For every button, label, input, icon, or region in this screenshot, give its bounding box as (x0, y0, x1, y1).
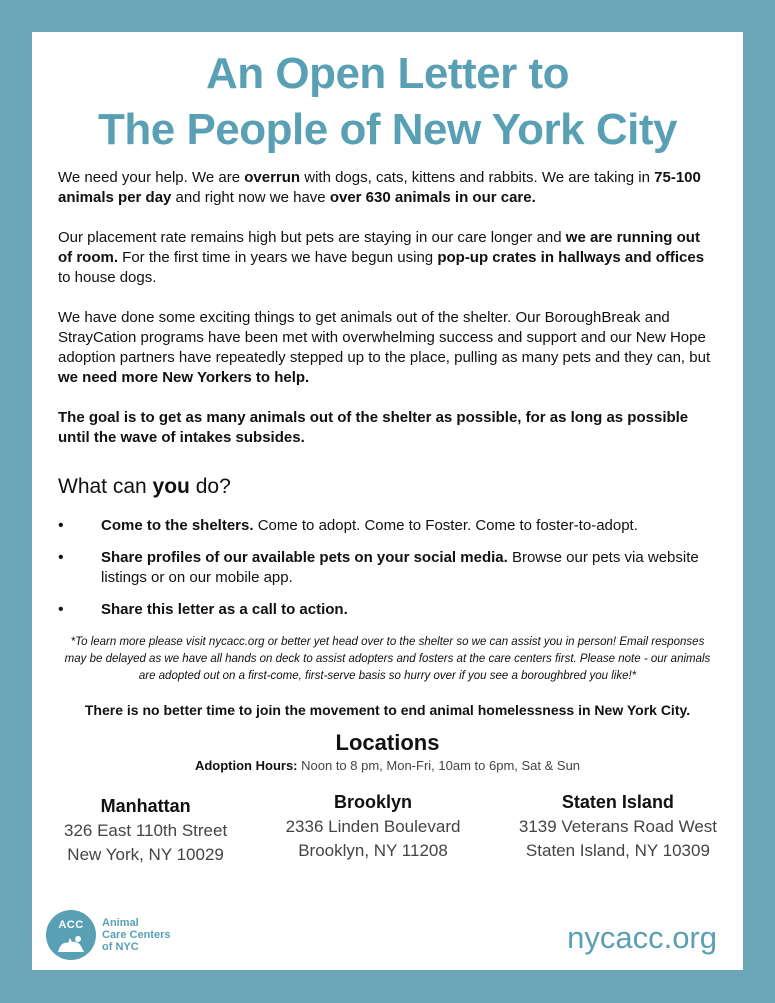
location-street: 326 East 110th Street (64, 821, 228, 840)
bold-text: 75-100 animals per day (58, 169, 701, 206)
bold-text: over 630 animals in our care. (329, 189, 536, 206)
text: Come to adopt. Come to Foster. Come to foster-to-adopt. (253, 517, 638, 534)
footer (46, 910, 717, 966)
text: We need your help. We are (58, 169, 245, 186)
text: do? (189, 475, 231, 498)
website-link[interactable]: nycacc.org (567, 920, 717, 955)
paragraph-programs (58, 308, 717, 388)
title-line-1: An Open Letter to (205, 49, 570, 98)
location-name: Manhattan (100, 796, 191, 816)
bold-text: Share this letter as a call to action. (101, 601, 348, 618)
bold-text: The goal is to get as many animals out of the shelter as possible, for as long as possible until the wave of intakes subsides. (58, 409, 689, 446)
action-list (58, 516, 717, 620)
bold-text: we are running out of room. (58, 229, 700, 266)
what-can-you-do-heading (58, 474, 717, 500)
location-city: New York, NY 10029 (67, 845, 224, 864)
location-name: Brooklyn (334, 792, 413, 812)
letter-body (32, 168, 743, 867)
dog-cat-silhouette-icon (56, 932, 86, 954)
text: Our placement rate remains high but pets are staying in our care longer and (58, 229, 566, 246)
bold-text: Come to the shelters. (101, 517, 254, 534)
bold-text: overrun (244, 169, 301, 186)
paragraph-goal (58, 408, 717, 448)
logo-badge (46, 910, 96, 960)
location-city: Staten Island, NY 10309 (525, 841, 710, 860)
adoption-hours (58, 757, 717, 775)
logo-line: of NYC (102, 941, 139, 953)
list-item (58, 548, 717, 588)
logo-line: Animal (102, 917, 139, 929)
bold-text: pop-up crates in hallways and offices (437, 249, 705, 266)
location-city: Brooklyn, NY 11208 (298, 841, 448, 860)
locations-heading: Locations (335, 730, 440, 755)
list-item (58, 600, 717, 620)
logo-line: Care Centers (102, 929, 171, 941)
paragraph-need-help (58, 168, 717, 208)
text: with dogs, cats, kittens and rabbits. We are taking in (300, 169, 655, 186)
location-manhattan (64, 793, 227, 867)
logo-abbreviation: ACC (58, 919, 84, 931)
page-title (32, 32, 743, 158)
text: Browse our pets via website listings or on our mobile app. (101, 549, 699, 586)
bold-text: we need more New Yorkers to help. (58, 369, 310, 386)
location-brooklyn (286, 789, 461, 867)
letter-page (32, 32, 743, 970)
logo-wordmark (102, 917, 170, 953)
text: to house dogs. (58, 269, 157, 286)
title-line-2: The People of New York City (98, 105, 677, 154)
text: and right now we have (171, 189, 330, 206)
list-item (58, 516, 717, 536)
text: What can (58, 475, 153, 498)
bold-text: you (152, 475, 190, 498)
text: For the first time in years we have begun using (118, 249, 438, 266)
hours-value: Noon to 8 pm, Mon-Fri, 10am to 6pm, Sat & Sun (297, 758, 581, 773)
locations-list (58, 789, 717, 867)
location-name: Staten Island (561, 792, 674, 812)
hours-label: Adoption Hours: (194, 758, 298, 773)
footnote: *To learn more please visit nycacc.org or better yet head over to the shelter so we can assist you in person! Email responses may be delayed as we have all hands on deck to assist adopters and fosters at the care centers first. Please note - our animals are adopted out on a first-come, first-serve basis so hurry over if you see a boroughbred you like!* (64, 636, 711, 682)
bold-text: Share profiles of our available pets on your social media. (101, 549, 508, 566)
location-street: 2336 Linden Boulevard (285, 817, 461, 836)
location-street: 3139 Veterans Road West (518, 817, 717, 836)
paragraph-placement-rate (58, 228, 717, 288)
acc-logo (46, 910, 170, 960)
text: We have done some exciting things to get animals out of the shelter. Our BoroughBreak and StrayCation programs have been met with overwhelming success and support and our New Hope adoption partners have repeatedly stepped up to the place, pulling as many pets and they can, but (58, 309, 711, 366)
callout-statement: There is no better time to join the movement to end animal homelessness in New York City. (84, 702, 691, 718)
location-staten-island (519, 789, 717, 867)
